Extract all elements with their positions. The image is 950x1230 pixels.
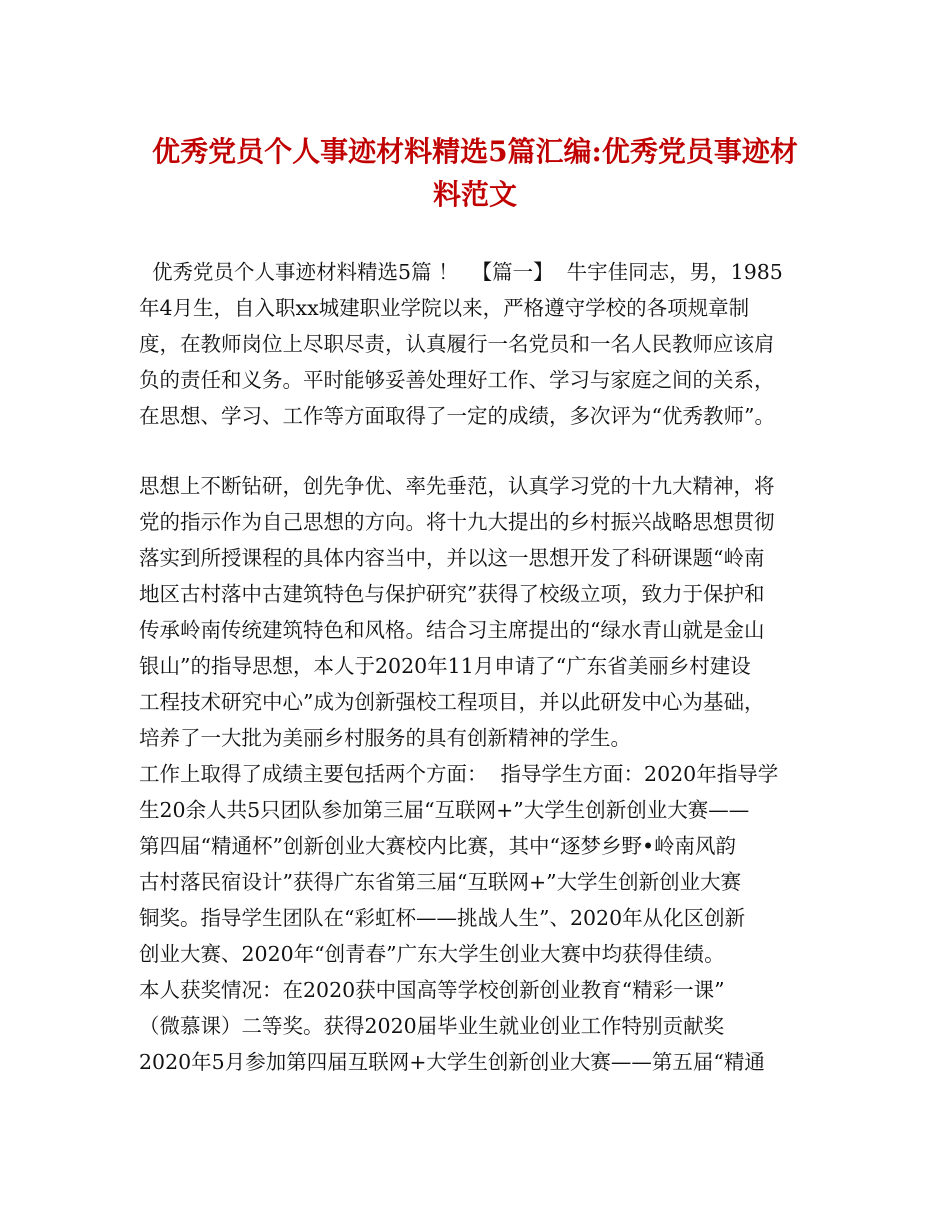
text-line: 年4月生，自入职xx城建职业学院以来，严格遵守学校的各项规章制 <box>139 296 750 320</box>
text-line: 本人获奖情况：在2020获中国高等学校创新创业教育“精彩一课” <box>139 978 725 1002</box>
text-line: 2020年5月参加第四届互联网+大学生创新创业大赛——第五届“精通 <box>139 1050 765 1074</box>
text-line: 思想上不断钻研，创先争优、率先垂范，认真学习党的十九大精神，将 <box>139 474 775 498</box>
text-line: 度，在教师岗位上尽职尽责，认真履行一名党员和一名人民教师应该肩 <box>139 332 775 356</box>
paragraph-intro <box>139 254 819 434</box>
text-line: 传承岭南传统建筑特色和风格。结合习主席提出的“绿水青山就是金山 <box>139 618 765 642</box>
paragraph-body <box>139 468 819 1080</box>
text-line: 负的责任和义务。平时能够妥善处理好工作、学习与家庭之间的关系， <box>139 368 775 392</box>
text-line: 优秀党员个人事迹材料精选5篇 ！ 【篇一】 牛宇佳同志，男，1985 <box>139 260 783 284</box>
text-line: 落实到所授课程的具体内容当中，并以这一思想开发了科研课题“岭南 <box>139 546 765 570</box>
text-line: 银山”的指导思想，本人于2020年11月申请了“广东省美丽乡村建设 <box>139 654 751 678</box>
text-line: 地区古村落中古建筑特色与保护研究”获得了校级立项，致力于保护和 <box>139 582 765 606</box>
text-line: 培养了一大批为美丽乡村服务的具有创新精神的学生。 <box>139 726 631 750</box>
text-line: 创业大赛、2020年“创青春”广东大学生创业大赛中均获得佳绩。 <box>139 942 725 966</box>
text-line: 工作上取得了成绩主要包括两个方面： 指导学生方面：2020年指导学 <box>139 762 779 786</box>
document-title-line-1: 优秀党员个人事迹材料精选5篇汇编:优秀党员事迹材 <box>152 135 798 168</box>
text-line: 在思想、学习、工作等方面取得了一定的成绩，多次评为“优秀教师”。 <box>139 404 775 428</box>
text-line: 第四届“精通杯”创新创业大赛校内比赛，其中“逐梦乡野•岭南风韵 <box>139 834 737 858</box>
text-line: 工程技术研究中心”成为创新强校工程项目，并以此研发中心为基础， <box>139 690 765 714</box>
text-line: 古村落民宿设计”获得广东省第三届“互联网+”大学生创新创业大赛 <box>139 870 742 894</box>
text-line: 生20余人共5只团队参加第三届“互联网+”大学生创新创业大赛—— <box>139 798 750 822</box>
text-line: 党的指示作为自己思想的方向。将十九大提出的乡村振兴战略思想贯彻 <box>139 510 775 534</box>
text-line: 铜奖。指导学生团队在“彩虹杯——挑战人生”、2020年从化区创新 <box>139 906 746 930</box>
document-title-line-2: 料范文 <box>432 178 517 211</box>
text-line: （微慕课）二等奖。获得2020届毕业生就业创业工作特别贡献奖 <box>139 1014 725 1038</box>
